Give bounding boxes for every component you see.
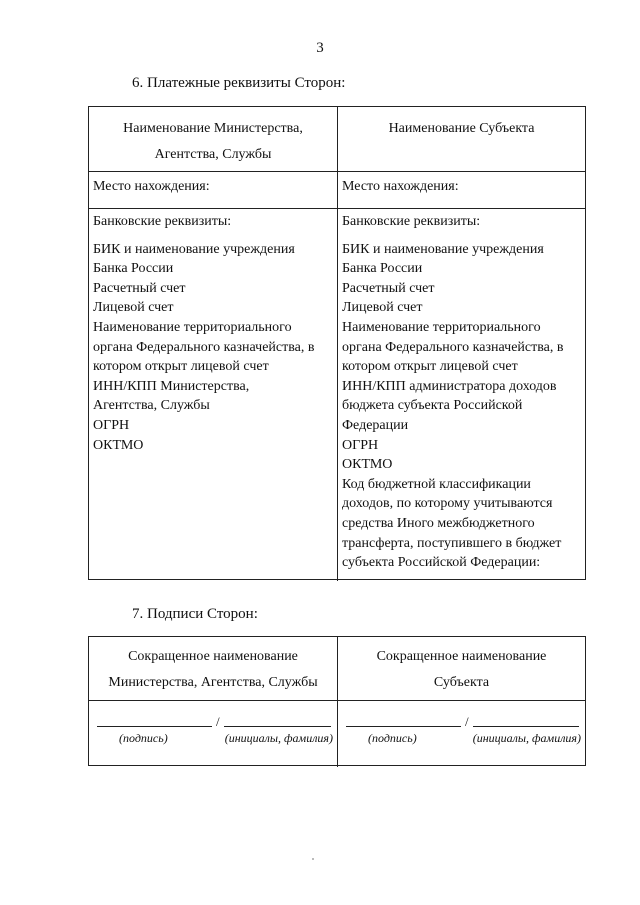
header-line: Наименование Субъекта: [388, 121, 535, 136]
detail-line: котором открыт лицевой счет: [342, 359, 518, 375]
subject-short-name-cell: [337, 637, 585, 700]
bank-details-row: [89, 208, 585, 581]
ministry-bank-details: [89, 209, 337, 581]
table-header-row: [89, 107, 585, 171]
detail-line: ОГРН: [93, 417, 130, 433]
detail-line: БИК и наименование учреждения: [93, 241, 295, 257]
detail-line: ИНН/КПП администратора доходов: [342, 378, 557, 394]
subject-bank-details: [337, 209, 585, 581]
section-7-title: 7. Подписи Сторон:: [132, 606, 258, 622]
detail-line: Лицевой счет: [342, 300, 423, 316]
detail-line: Наименование территориального: [342, 319, 541, 335]
header-line: Сокращенное наименование: [376, 649, 547, 664]
subject-header-cell: [337, 107, 585, 171]
detail-line: Расчетный счет: [342, 280, 435, 296]
header-line: Наименование Министерства,: [123, 121, 303, 136]
detail-line: ИНН/КПП Министерства,: [93, 378, 250, 394]
location-row: [89, 171, 585, 208]
detail-line: Банка России: [342, 261, 423, 277]
detail-line: Агентства, Службы: [93, 398, 210, 414]
bank-label: Банковские реквизиты:: [93, 214, 232, 229]
payment-details-table: [88, 106, 586, 580]
detail-line: бюджета субъекта Российской: [342, 398, 523, 414]
signature-caption: (подпись): [368, 731, 417, 745]
signature-slash: /: [465, 714, 469, 729]
detail-line: Наименование территориального: [93, 319, 292, 335]
detail-line: ОКТМО: [93, 437, 144, 453]
ministry-signature-cell: [89, 701, 337, 767]
signature-caption: (подпись): [119, 731, 168, 745]
scan-speck: [312, 858, 314, 860]
detail-line: доходов, по которому учитываются: [342, 496, 553, 512]
detail-line: органа Федерального казначейства, в: [342, 339, 564, 355]
detail-line: средства Иного межбюджетного: [342, 515, 535, 531]
signature-underline: [346, 726, 461, 727]
signature-underline: [97, 726, 212, 727]
section-6-title: 6. Платежные реквизиты Сторон:: [132, 75, 346, 91]
location-label: Место нахождения:: [93, 179, 210, 194]
signature-slash: /: [216, 714, 220, 729]
detail-line: Код бюджетной классификации: [342, 476, 531, 492]
signatures-table: [88, 636, 586, 766]
signature-line: [346, 714, 579, 729]
signatures-row: [89, 700, 585, 767]
ministry-header-cell: [89, 107, 337, 171]
name-underline: [473, 726, 579, 727]
signatures-header-row: [89, 637, 585, 700]
page-number: 3: [316, 40, 324, 56]
header-line: Министерства, Агентства, Службы: [108, 675, 318, 690]
detail-line: котором открыт лицевой счет: [93, 359, 269, 375]
signature-line: [97, 714, 331, 729]
detail-line: органа Федерального казначейства, в: [93, 339, 315, 355]
subject-signature-cell: [337, 701, 585, 767]
detail-line: Банка России: [93, 261, 174, 277]
location-label: Место нахождения:: [337, 172, 585, 208]
header-line: Субъекта: [433, 675, 490, 690]
detail-line: субъекта Российской Федерации:: [342, 555, 541, 571]
bank-label: Банковские реквизиты:: [342, 214, 481, 229]
detail-line: Федерации: [342, 417, 409, 433]
detail-line: трансферта, поступившего в бюджет: [342, 535, 562, 551]
header-line: Сокращенное наименование: [128, 649, 298, 664]
name-underline: [224, 726, 331, 727]
detail-line: Расчетный счет: [93, 280, 186, 296]
header-line: Агентства, Службы: [154, 147, 272, 162]
detail-line: БИК и наименование учреждения: [342, 241, 544, 257]
detail-line: ОКТМО: [342, 457, 393, 473]
name-caption: (инициалы, фамилия): [224, 731, 333, 745]
ministry-short-name-cell: [89, 637, 337, 700]
name-caption: (инициалы, фамилия): [472, 731, 581, 745]
detail-line: ОГРН: [342, 437, 379, 453]
detail-line: Лицевой счет: [93, 300, 174, 316]
